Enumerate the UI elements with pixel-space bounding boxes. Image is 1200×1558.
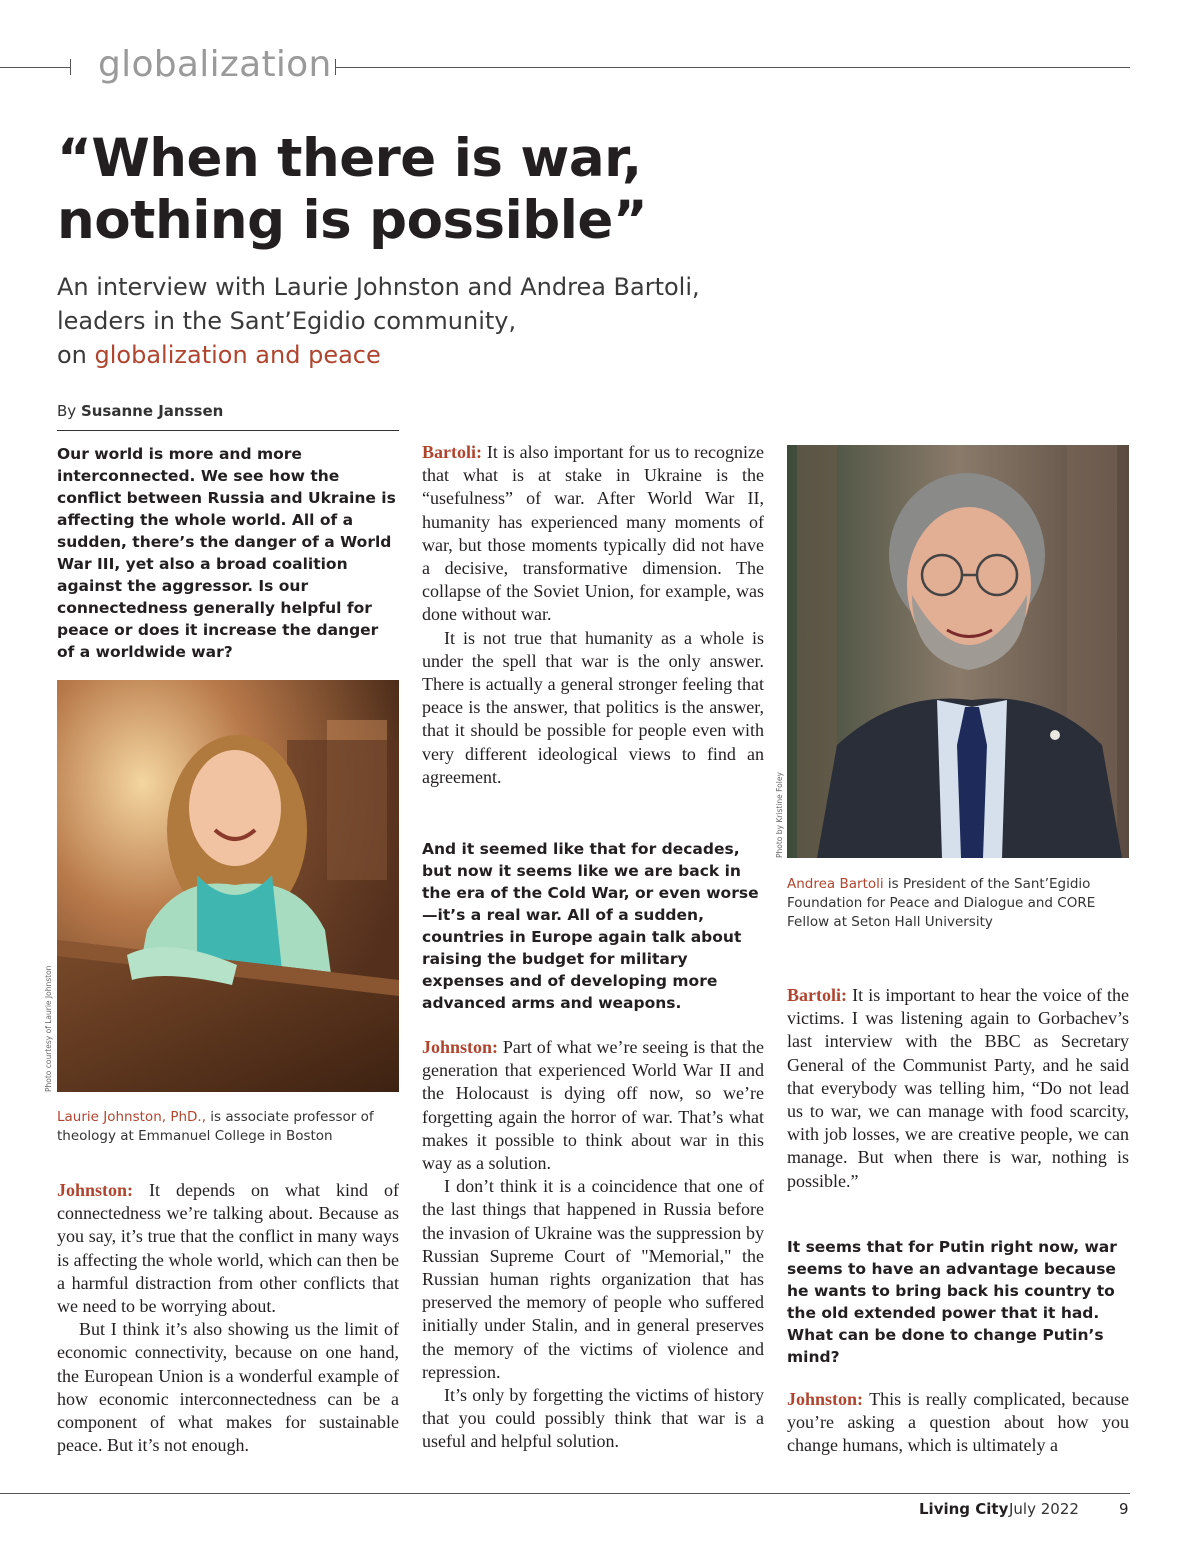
answer-johnston-2-p2: I don’t think it is a coincidence that one of the last things that happened in Russia before the invasion of Ukraine was the suppression by Russian Supreme Court of "Memorial," the Russian human rights organization that has preserved the memory of people who suffered initially under Stalin, and in general preserves the memory of the victims of violence and repression. <box>422 1176 764 1382</box>
deck <box>57 270 817 372</box>
headline <box>57 128 817 252</box>
caption-bartoli <box>787 875 1129 932</box>
page-number: 9 <box>1119 1500 1129 1518</box>
speaker-label: Bartoli: <box>787 985 847 1005</box>
header-rule-left <box>0 67 70 68</box>
photo-credit-bartoli: Photo by Kristine Foley <box>775 772 784 858</box>
paragraph-text: It is also important for us to recognize that what is at stake in Ukraine is the “usefulness” of war. After World War II, humanity has experienced many moments of war, but those moments typically did not have a decisive, transformative dimension. The collapse of the Soviet Union, for example, was done without war. <box>422 442 764 625</box>
footer-rule <box>0 1493 1130 1494</box>
answer-bartoli-2-p1 <box>787 984 1129 1193</box>
answer-bartoli-1-p2: It is not true that humanity as a whole is under the spell that war is the only answer. There is actually a general stronger feeling that peace is the answer, that politics is the answer, that it should be possible for people even with very different ideological views to find an agreement. <box>422 627 764 787</box>
paragraph-text: Part of what we’re seeing is that the generation that experienced World War II and the Holocaust is dying off now, so we’re forgetting again the horror of war. That’s what makes it possible to think about war in this way as a solution. <box>422 1037 764 1174</box>
answer-johnston-3-p1 <box>787 1388 1129 1458</box>
answer-bartoli-2 <box>787 984 1129 1193</box>
speaker-label: Johnston: <box>422 1037 499 1057</box>
answer-bartoli-1-p1 <box>422 441 764 627</box>
question-1: Our world is more and more interconnected. We see how the conflict between Russia and Ukraine is affecting the whole world. All of a sudden, there’s the danger of a World War III, yet also a broad coalition against the aggressor. Is our connectedness generally helpful for peace or does it increase the danger of a worldwide war? <box>57 445 396 661</box>
footer-issue: July 2022 <box>1009 1500 1079 1518</box>
photo-credit-johnston: Photo courtesy of Laurie Johnston <box>44 965 53 1092</box>
answer-johnston-2 <box>422 1036 764 1454</box>
answer-johnston-1-p2: But I think it’s also showing us the limit of economic connectivity, because on one hand, the European Union is a wonderful example of how economic interconnectedness can be a component of what makes for sustainable peace. But it’s not enough. <box>57 1319 399 1456</box>
header-rule-right <box>335 67 1130 68</box>
headline-line-2: nothing is possible” <box>57 190 648 251</box>
question-3: It seems that for Putin right now, war seems to have an advantage because he wants to bring back his country to the old extended power that it had. What can be done to change Putin’s mind? <box>787 1238 1117 1366</box>
speaker-label: Johnston: <box>57 1180 134 1200</box>
answer-johnston-1-p1 <box>57 1179 399 1318</box>
caption-johnston <box>57 1108 399 1146</box>
photo-andrea-bartoli <box>787 445 1129 858</box>
portrait-image <box>57 680 399 1092</box>
section-label: globalization <box>98 44 332 85</box>
photo-laurie-johnston <box>57 680 399 1092</box>
paragraph-text: This is really complicated, because you’re asking a question about how you change humans, which is ultimately a <box>787 1389 1129 1456</box>
headline-line-1: “When there is war, <box>57 128 642 189</box>
answer-bartoli-1 <box>422 441 764 789</box>
header-rule-tick-left <box>70 59 71 75</box>
answer-johnston-2-p1 <box>422 1036 764 1175</box>
answer-johnston-2-p3: It’s only by forgetting the victims of history that you could possibly think that war is a useful and helpful solution. <box>422 1385 764 1452</box>
byline-rule <box>57 430 399 431</box>
caption-johnston-text: is associate professor of theology at Emmanuel College in Boston <box>57 1109 374 1144</box>
deck-topic: globalization and peace <box>94 341 381 369</box>
answer-johnston-1 <box>57 1179 399 1457</box>
paragraph-text: It depends on what kind of connectedness we’re talking about. Because as you say, it’s true that the conflict in many ways is affecting the whole world, which can then be a harmful distraction from other conflicts that we need to be worrying about. <box>57 1180 399 1317</box>
question-2: And it seemed like that for decades, but now it seems like we are back in the era of the Cold War, or even worse—it’s a real war. All of a sudden, countries in Europe again talk about raising the budget for military expenses and of developing more advanced arms and weapons. <box>422 840 759 1012</box>
deck-line-1: An interview with Laurie Johnston and Andrea Bartoli, <box>57 273 700 301</box>
deck-line-3 <box>57 338 817 372</box>
speaker-label: Johnston: <box>787 1389 864 1409</box>
speaker-label: Bartoli: <box>422 442 482 462</box>
byline <box>57 402 223 420</box>
byline-author: Susanne Janssen <box>80 402 224 420</box>
caption-bartoli-text: is President of the Sant’Egidio Foundation for Peace and Dialogue and CORE Fellow at Seton Hall University <box>787 876 1096 930</box>
paragraph-text: It is important to hear the voice of the victims. I was listening again to Gorbachev’s last interview with the BBC as Secretary General of the Communist Party, and he said that everybody was telling him, “Do not lead us to war, we can manage with food scarcity, with job losses, we are creative people, we can manage. But when there is war, nothing is possible.” <box>787 985 1129 1191</box>
deck-line-3-prefix: on <box>57 341 95 369</box>
deck-line-2: leaders in the Sant’Egidio community, <box>57 307 517 335</box>
caption-johnston-name: Laurie Johnston, PhD., <box>57 1109 207 1125</box>
answer-johnston-3 <box>787 1388 1129 1458</box>
byline-prefix: By <box>57 402 81 420</box>
footer-publication: Living City <box>919 1500 1009 1518</box>
caption-bartoli-name: Andrea Bartoli <box>787 876 884 892</box>
portrait-image <box>787 445 1129 858</box>
